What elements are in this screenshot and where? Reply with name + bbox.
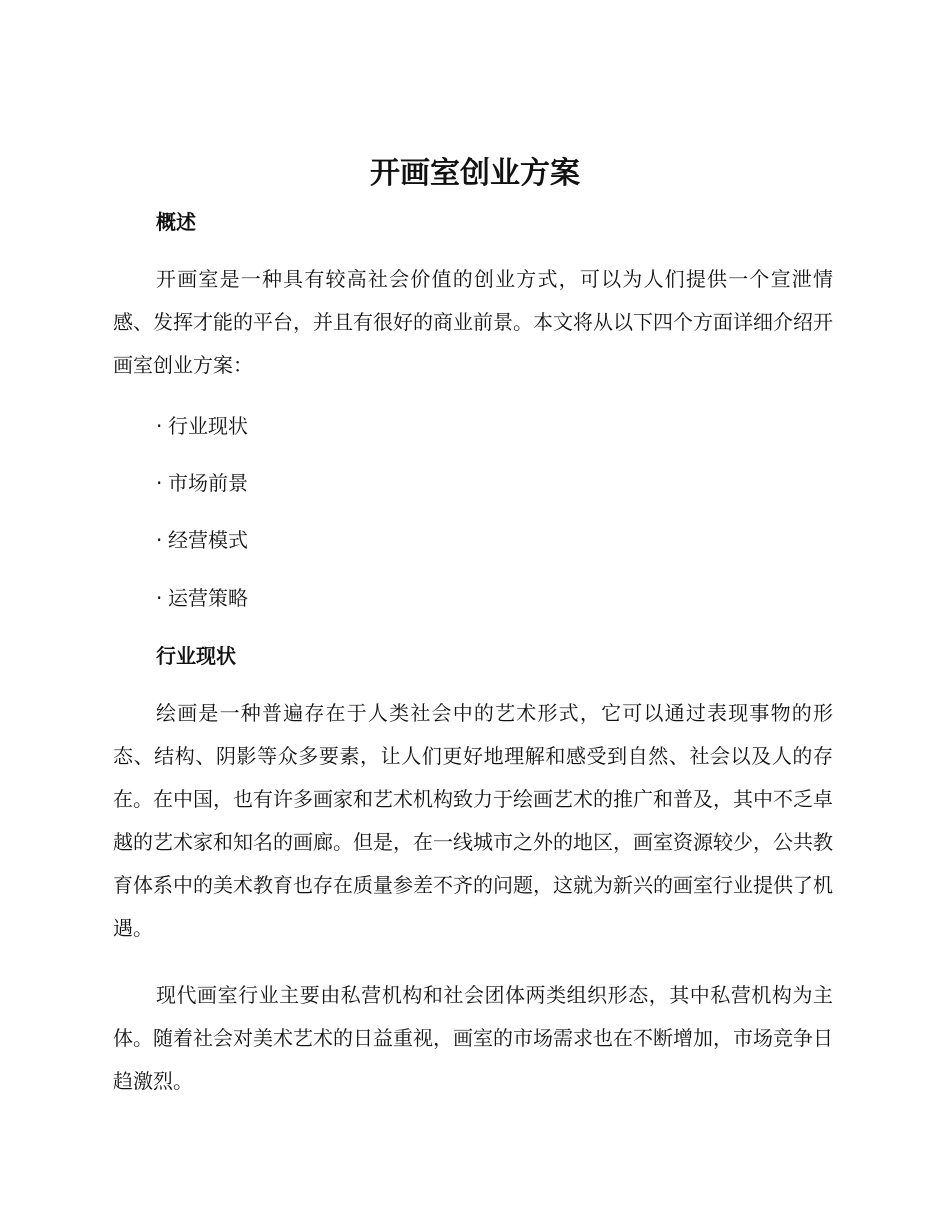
overview-paragraph: 开画室是一种具有较高社会价值的创业方式，可以为人们提供一个宣泄情感、发挥才能的平台，并且有很好的商业前景。本文将从以下四个方面详细介绍开画室创业方案：: [113, 267, 833, 377]
bullet-dot: ·: [156, 586, 163, 610]
bullet-item: [156, 411, 248, 441]
bullet-label: 行业现状: [168, 414, 248, 438]
bullet-dot: ·: [156, 471, 163, 495]
industry-paragraph-1: 绘画是一种普遍存在于人类社会中的艺术形式，它可以通过表现事物的形态、结构、阴影等众多要素，让人们更好地理解和感受到自然、社会以及人的存在。在中国，也有许多画家和艺术机构致力于绘画艺术的推广和普及，其中不乏卓越的艺术家和知名的画廊。但是，在一线城市之外的地区，画室资源较少，公共教育体系中的美术教育也存在质量参差不齐的问题，这就为新兴的画室行业提供了机遇。: [113, 701, 833, 940]
section-heading-overview: 概述: [156, 210, 196, 234]
section-heading-industry: 行业现状: [156, 644, 236, 668]
bullet-label: 经营模式: [168, 528, 248, 552]
bullet-item: [156, 583, 248, 613]
bullet-dot: ·: [156, 414, 163, 438]
bullet-dot: ·: [156, 528, 163, 552]
industry-paragraph-2: 现代画室行业主要由私营机构和社会团体两类组织形态，其中私营机构为主体。随着社会对美术艺术的日益重视，画室的市场需求也在不断增加，市场竞争日趋激烈。: [113, 983, 833, 1093]
bullet-label: 运营策略: [168, 586, 248, 610]
bullet-item: [156, 468, 248, 498]
document-title: 开画室创业方案: [370, 156, 580, 191]
bullet-item: [156, 525, 248, 555]
bullet-label: 市场前景: [168, 471, 248, 495]
